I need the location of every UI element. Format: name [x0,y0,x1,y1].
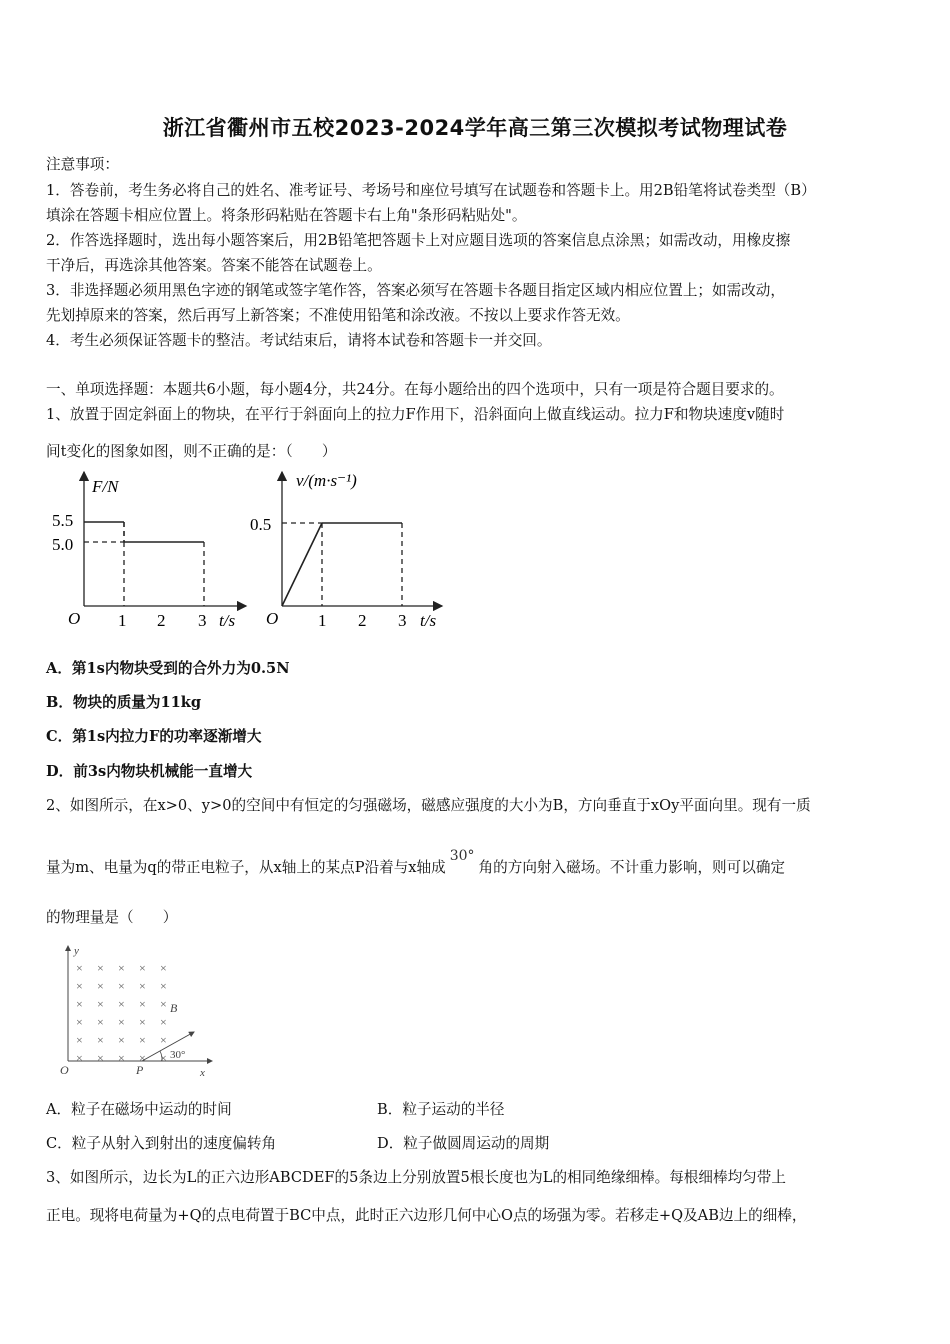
field-label: B [170,1001,178,1015]
field-cross: × [76,1051,83,1065]
field-cross: × [76,961,83,975]
notice-line: 1．答卷前，考生务必将自己的姓名、准考证号、考场号和座位号填写在试题卷和答题卡上。用2B铅笔将试卷类型（B） [46,182,816,199]
x-axis-label: t/s [420,611,437,630]
point-p-label: P [136,1063,144,1077]
notice-line: 4．考生必须保证答题卡的整洁。考试结束后，请将本试卷和答题卡一并交回。 [46,332,552,349]
option-a: A．第1s内物块受到的合外力为0.5N [46,660,290,677]
question-2-line-3: 的物理量是（ ） [46,909,178,926]
y-axis-label: v/(m·s⁻¹) [296,471,357,490]
question-3-line-2: 正电。现将电荷量为+Q的点电荷置于BC中点，此时正六边形几何中心O点的场强为零。若移走+Q及AB边上的细棒， [46,1207,807,1224]
origin-label: O [60,1063,69,1077]
field-cross: × [76,997,83,1011]
page-title: 浙江省衢州市五校2023-2024学年高三第三次模拟考试物理试卷 [162,116,788,140]
field-cross: × [97,1015,104,1029]
field-cross: × [97,1051,104,1065]
field-cross: × [160,1051,167,1065]
question-2-text: 角的方向射入磁场。不计重力影响，则可以确定 [478,859,786,876]
field-cross: × [76,1033,83,1047]
field-cross: × [139,1015,146,1029]
field-cross: × [118,961,125,975]
y-axis-label: y [74,945,79,957]
question-1-line-1: 1、放置于固定斜面上的物块，在平行于斜面向上的拉力F作用下，沿斜面向上做直线运动。拉力F和物块速度v随时 [46,406,785,423]
y-tick-label: 5.5 [52,511,74,530]
question-2-line-1: 2、如图所示，在x>0、y>0的空间中有恒定的匀强磁场，磁感应强度的大小为B，方向垂直于xOy平面向里。现有一质 [46,797,811,814]
v-t-graph [244,462,454,634]
field-cross: × [97,1033,104,1047]
option-a: A．粒子在磁场中运动的时间 [46,1101,232,1118]
field-cross: × [118,997,125,1011]
question-1-line-2: 间t变化的图象如图，则不正确的是：（ ） [46,443,337,460]
section-heading: 一、单项选择题：本题共6小题，每小题4分，共24分。在每小题给出的四个选项中，只有一项是符合题目要求的。 [46,381,784,398]
angle-label: 30° [449,848,475,864]
field-cross: × [160,1015,167,1029]
field-cross: × [118,979,125,993]
field-cross: × [76,1015,83,1029]
origin-label: O [68,609,81,628]
notice-line: 2．作答选择题时，选出每小题答案后，用2B铅笔把答题卡上对应题目选项的答案信息点涂黑；如需改动，用橡皮擦 [46,232,791,249]
question-3-line-1: 3、如图所示，边长为L的正六边形ABCDEF的5条边上分别放置5根长度也为L的相同绝缘细棒。每根细棒均匀带上 [46,1169,786,1186]
field-cross: × [97,997,104,1011]
option-d: D．前3s内物块机械能一直增大 [46,763,253,780]
field-cross: × [139,961,146,975]
field-cross: × [97,961,104,975]
field-cross: × [160,961,167,975]
option-c: C．第1s内拉力F的功率逐渐增大 [46,728,262,745]
field-cross: × [160,1033,167,1047]
angle-label: 30° [170,1049,186,1061]
y-tick-label: 5.0 [52,535,74,554]
field-cross: × [76,979,83,993]
notice-line: 先划掉原来的答案，然后再写上新答案；不准使用铅笔和涂改液。不按以上要求作答无效。 [46,307,630,324]
field-cross: × [139,1033,146,1047]
x-axis-label: x [200,1067,205,1079]
question-2-line-2 [46,848,786,877]
option-b: B．粒子运动的半径 [377,1101,505,1118]
notice-line: 干净后，再选涂其他答案。答案不能答在试题卷上。 [46,257,382,274]
y-tick-label: 0.5 [250,515,272,534]
field-cross: × [118,1051,125,1065]
field-cross: × [160,979,167,993]
x-tick-label: 2 [358,611,367,630]
x-tick-label: 3 [198,611,207,630]
f-t-graph [44,462,254,634]
field-cross: × [160,997,167,1011]
field-cross: × [139,997,146,1011]
notice-heading: 注意事项： [46,156,119,173]
x-tick-label: 1 [318,611,327,630]
notice-line: 填涂在答题卡相应位置上。将条形码粘贴在答题卡右上角"条形码粘贴处"。 [46,207,527,224]
option-c: C．粒子从射入到射出的速度偏转角 [46,1135,277,1152]
notice-line: 3．非选择题必须用黑色字迹的钢笔或签字笔作答，答案必须写在答题卡各题目指定区域内相应位置上；如需改动， [46,282,785,299]
option-d: D．粒子做圆周运动的周期 [377,1135,550,1152]
origin-label: O [266,609,279,628]
x-axis-label: t/s [219,611,236,630]
v-series-segment [282,523,322,606]
field-cross: × [97,979,104,993]
x-tick-label: 3 [398,611,407,630]
x-tick-label: 1 [118,611,127,630]
question-2-text: 量为m、电量为q的带正电粒子，从x轴上的某点P沿着与x轴成 [46,859,446,876]
field-cross: × [139,1051,146,1065]
field-cross: × [118,1015,125,1029]
velocity-arrow [142,1032,194,1061]
field-cross: × [139,979,146,993]
y-axis-label: F/N [92,477,119,496]
field-cross: × [118,1033,125,1047]
x-tick-label: 2 [157,611,166,630]
option-b: B．物块的质量为11kg [46,694,202,711]
magnetic-field-figure [54,940,224,1080]
